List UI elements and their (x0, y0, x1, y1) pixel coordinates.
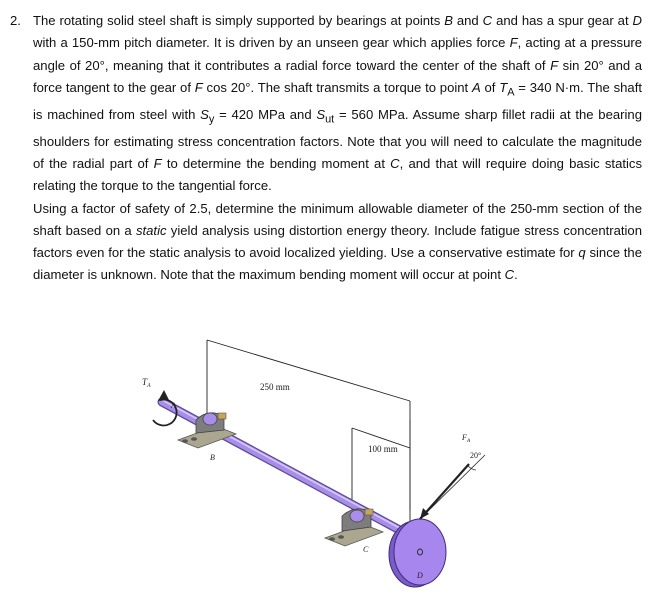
label-C: C (363, 545, 369, 554)
label-F: $F_A$ (462, 433, 471, 444)
force-arrow (420, 455, 485, 519)
problem-paragraph-2: Using a factor of safety of 2.5, determine the minimum allowable diameter of the 250-mm section of the shaft based on a static yield analysis using distortion energy theory. Include fatigue stress concentration factors even for the static analysis to avoid localized yielding. Use a conservative estimate for q since the diameter is unknown. Note that the maximum bending moment will occur at point C. (33, 200, 642, 283)
torque-arrowhead (158, 390, 169, 401)
label-D: D (417, 571, 423, 580)
shaft-figure (120, 330, 540, 592)
problem-number: 2. (10, 13, 21, 28)
shaft-diagram (120, 330, 540, 592)
label-A: A (171, 401, 176, 410)
label-B: B (210, 453, 215, 462)
label-angle: 20° (470, 451, 482, 460)
problem-text (33, 10, 642, 287)
problem-2 (10, 10, 642, 287)
problem-paragraph-1: The rotating solid steel shaft is simply supported by bearings at points B and C and has a spur gear at D with a 150-mm pitch diameter. It is driven by an unseen gear which applies force F, acting at a pressure angle of 20°, meaning that it contributes a radial force toward the center of the shaft of F sin 20° and a force tangent to the gear of F cos 20°. The shaft transmits a torque to point A of $T_A = 340$ N·m. The shaft is machined from steel with $S_y = 420$ MPa and $S_{ut} = 560$ MPa. Assume sharp fillet radii at the bearing shoulders for estimating stress concentration factors. Note that you will need to calculate the magnitude of the radial part of F to determine the bending moment at C, and that will require doing basic statics relating the torque to the tangential force. (33, 13, 643, 194)
dim-250-label: 250 mm (260, 382, 290, 392)
dim-100-label: 100 mm (368, 444, 398, 454)
label-TA: $T_A$ (142, 377, 151, 389)
